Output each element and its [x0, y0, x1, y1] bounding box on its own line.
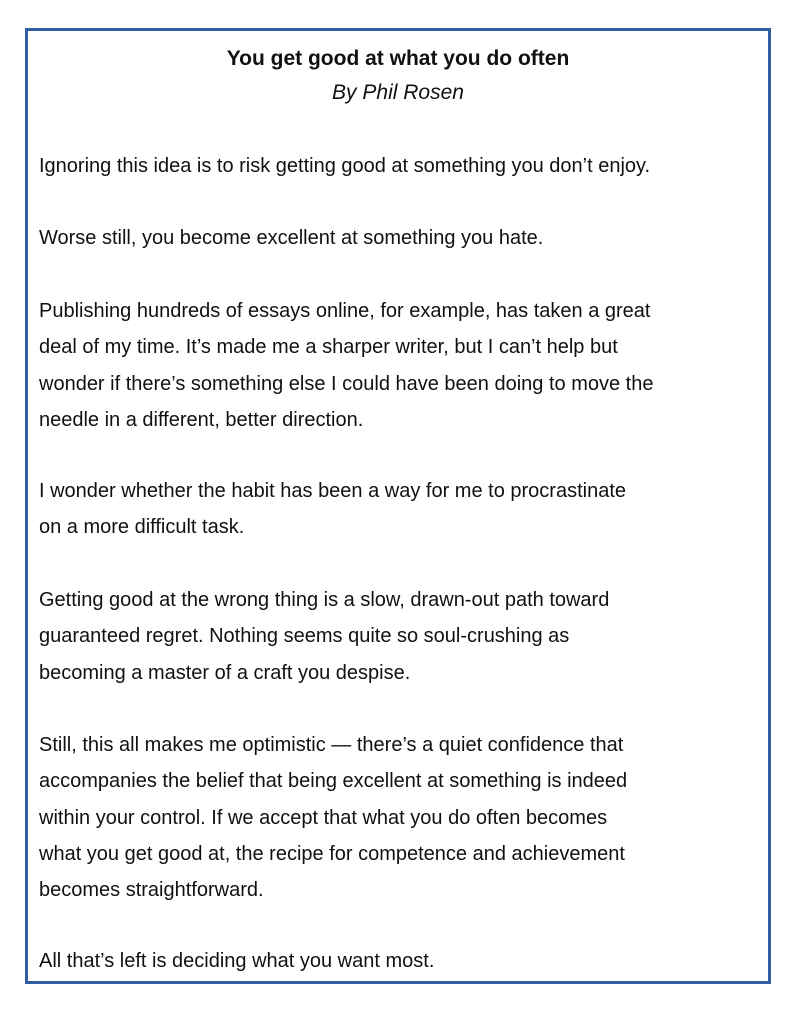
paragraph-line: Ignoring this idea is to risk getting good at something you don’t enjoy.: [39, 155, 651, 177]
paragraph-3: [39, 293, 769, 438]
paragraph-line: All that’s left is deciding what you want most.: [39, 950, 435, 972]
paragraph-4: [39, 473, 769, 546]
paragraph-line: wonder if there’s something else I could have been doing to move the: [39, 372, 654, 395]
paragraph-1: [39, 148, 769, 184]
paragraph-line: deal of my time. It’s made me a sharper writer, but I can’t help but: [39, 336, 618, 359]
paragraph-5: [39, 582, 769, 691]
article-title: You get good at what you do often: [226, 47, 570, 70]
paragraph-line: Worse still, you become excellent at something you hate.: [39, 227, 544, 249]
article-byline: By Phil Rosen: [332, 81, 464, 104]
paragraph-6: [39, 727, 769, 908]
paragraph-line: Publishing hundreds of essays online, for example, has taken a great: [39, 300, 651, 322]
paragraph-line: Still, this all makes me optimistic — there’s a quiet confidence that: [39, 734, 624, 756]
paragraph-line: needle in a different, better direction.: [39, 408, 364, 431]
article-frame: [25, 28, 771, 984]
paragraph-line: on a more difficult task.: [39, 516, 245, 539]
paragraph-line: accompanies the belief that being excellent at something is indeed: [39, 770, 628, 793]
paragraph-7: [39, 943, 769, 979]
paragraph-line: Getting good at the wrong thing is a slow, drawn-out path toward: [39, 589, 610, 611]
paragraph-line: within your control. If we accept that what you do often becomes: [39, 806, 608, 829]
paragraph-line: becomes straightforward.: [39, 879, 264, 902]
paragraph-line: guaranteed regret. Nothing seems quite so soul-crushing as: [39, 625, 570, 648]
paragraph-line: becoming a master of a craft you despise.: [39, 661, 411, 684]
paragraph-2: [39, 220, 769, 256]
paragraph-line: I wonder whether the habit has been a way for me to procrastinate: [39, 480, 627, 502]
paragraph-line: what you get good at, the recipe for competence and achievement: [39, 842, 625, 865]
